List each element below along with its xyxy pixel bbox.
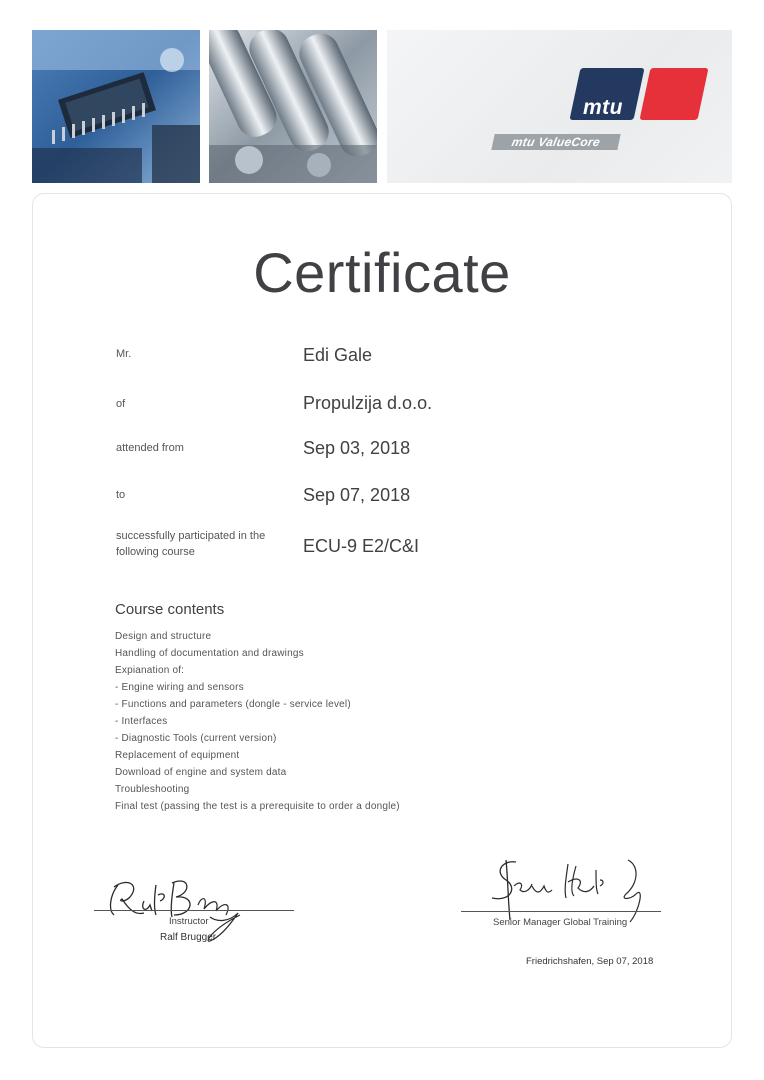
list-item: Handling of documentation and drawings <box>115 648 304 659</box>
list-item: Replacement of equipment <box>115 750 240 761</box>
engine-parts-photo <box>209 30 377 183</box>
course-name: ECU-9 E2/C&I <box>303 536 420 556</box>
participated-label-line2: following course <box>116 546 195 558</box>
company-label: of <box>116 398 126 410</box>
certificate-title: Certificate <box>253 241 511 304</box>
mtu-logo-text: mtu <box>583 96 623 119</box>
list-item: Download of engine and system data <box>115 767 287 778</box>
instructor-role: Instructor <box>169 916 209 927</box>
participated-label-line1: successfully participated in the <box>116 530 266 542</box>
circuit-board-photo <box>32 30 200 183</box>
mtu-logo <box>575 68 700 123</box>
company-name: Propulzija d.o.o. <box>303 393 433 413</box>
salutation-label: Mr. <box>116 348 132 360</box>
participant-name: Edi Gale <box>303 345 373 365</box>
list-item: - Diagnostic Tools (current version) <box>115 733 277 744</box>
start-date: Sep 03, 2018 <box>303 438 411 458</box>
header-banner <box>32 30 732 183</box>
list-item: - Interfaces <box>115 716 168 727</box>
list-item: - Functions and parameters (dongle - service level) <box>115 699 351 710</box>
list-item: Design and structure <box>115 631 212 642</box>
mtu-logo-red-block <box>639 68 708 120</box>
manager-role: Senior Manager Global Training <box>493 917 628 928</box>
instructor-signature-line <box>94 910 294 911</box>
list-item: Expianation of: <box>115 665 185 676</box>
to-label: to <box>116 489 126 501</box>
place-and-date: Friedrichshafen, Sep 07, 2018 <box>526 956 654 967</box>
attended-from-label: attended from <box>116 442 184 454</box>
list-item: - Engine wiring and sensors <box>115 682 244 693</box>
manager-signature-line <box>461 911 661 912</box>
valuecore-tagline: mtu ValueCore <box>491 134 620 150</box>
logo-panel <box>387 30 732 183</box>
instructor-name: Ralf Brugger <box>160 932 217 943</box>
course-contents-list <box>115 628 400 815</box>
manager-signature <box>480 850 660 925</box>
list-item: Troubleshooting <box>115 784 190 795</box>
end-date: Sep 07, 2018 <box>303 485 411 505</box>
list-item: Final test (passing the test is a prerequisite to order a dongle) <box>115 801 400 812</box>
course-contents-heading: Course contents <box>115 601 225 618</box>
